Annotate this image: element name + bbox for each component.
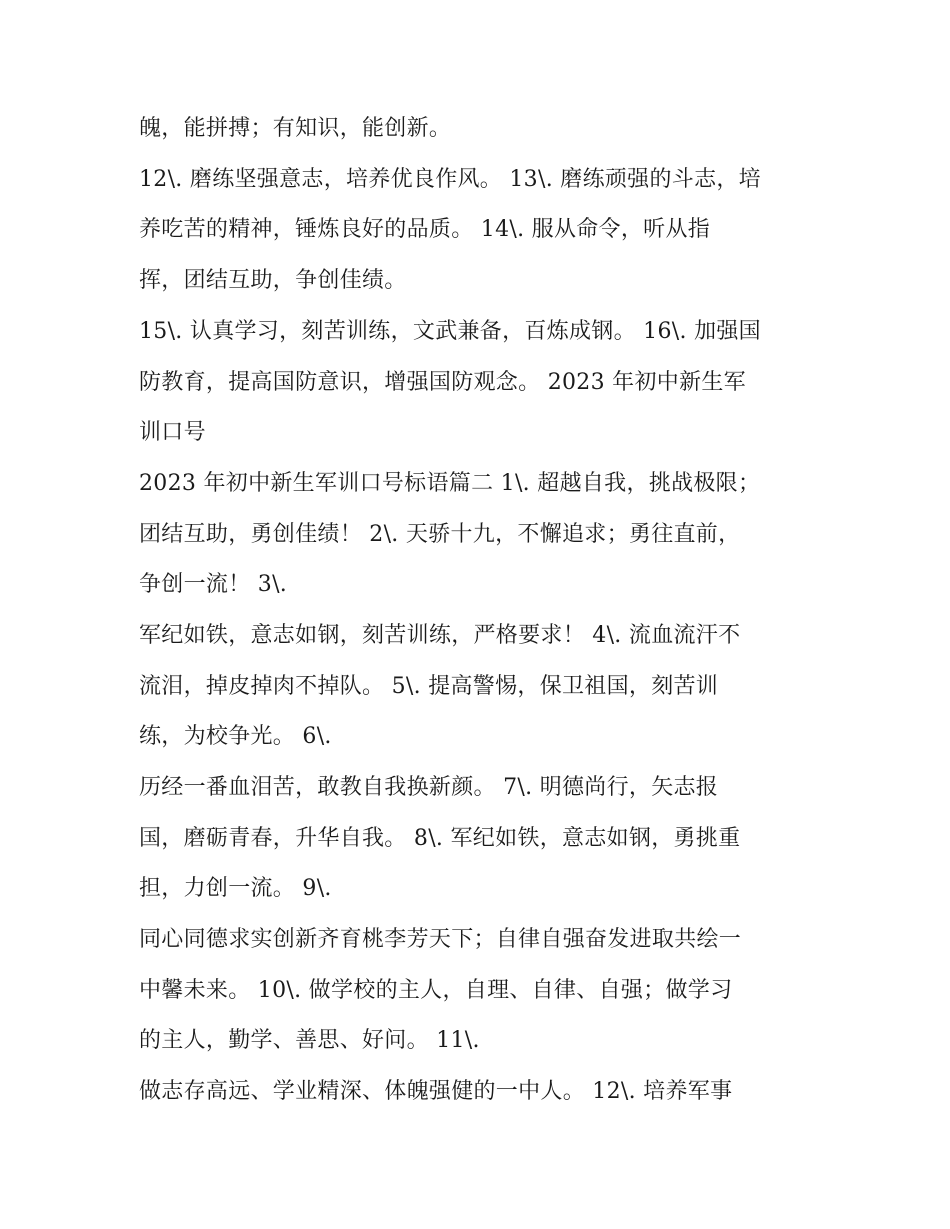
text-line: 担，力创一流。 9\. xyxy=(139,876,332,901)
text-line: 做志存高远、学业精深、体魄强健的一中人。 12\. 培养军事 xyxy=(139,1079,733,1104)
text-line: 养吃苦的精神，锤炼良好的品质。 14\. 服从命令，听从指 xyxy=(139,217,711,242)
text-line: 同心同德求实创新齐育桃李芳天下；自律自强奋发进取共绘一 xyxy=(139,927,742,952)
text-line: 防教育，提高国防意识，增强国防观念。 2023 年初中新生军 xyxy=(139,370,746,395)
text-line: 练，为校争光。 6\. xyxy=(139,724,332,749)
text-line: 挥，团结互助，争创佳绩。 xyxy=(139,268,407,293)
text-line: 中馨未来。 10\. 做学校的主人，自理、自律、自强；做学习 xyxy=(139,978,733,1003)
text-line: 15\. 认真学习，刻苦训练，文武兼备，百炼成钢。 16\. 加强国 xyxy=(139,319,761,344)
text-line: 魄，能拼搏；有知识，能创新。 xyxy=(139,116,452,141)
text-line: 争创一流！ 3\. xyxy=(139,572,288,597)
text-line: 2023 年初中新生军训口号标语篇二 1\. 超越自我，挑战极限； xyxy=(139,471,761,496)
text-line: 12\. 磨练坚强意志，培养优良作风。 13\. 磨练顽强的斗志，培 xyxy=(139,167,761,192)
text-line: 流泪，掉皮掉肉不掉队。 5\. 提高警惕，保卫祖国，刻苦训 xyxy=(139,674,719,699)
text-line: 国，磨砺青春，升华自我。 8\. 军纪如铁，意志如钢，勇挑重 xyxy=(139,826,741,851)
text-line: 军纪如铁，意志如钢，刻苦训练，严格要求！ 4\. 流血流汗不 xyxy=(139,623,741,648)
text-line: 训口号 xyxy=(139,420,206,445)
text-line: 的主人，勤学、善思、好问。 11\. xyxy=(139,1028,480,1053)
text-line: 历经一番血泪苦，敢教自我换新颜。 7\. 明德尚行，矢志报 xyxy=(139,775,719,800)
text-line: 团结互助，勇创佳绩！ 2\. 天骄十九，不懈追求；勇往直前， xyxy=(139,522,741,547)
